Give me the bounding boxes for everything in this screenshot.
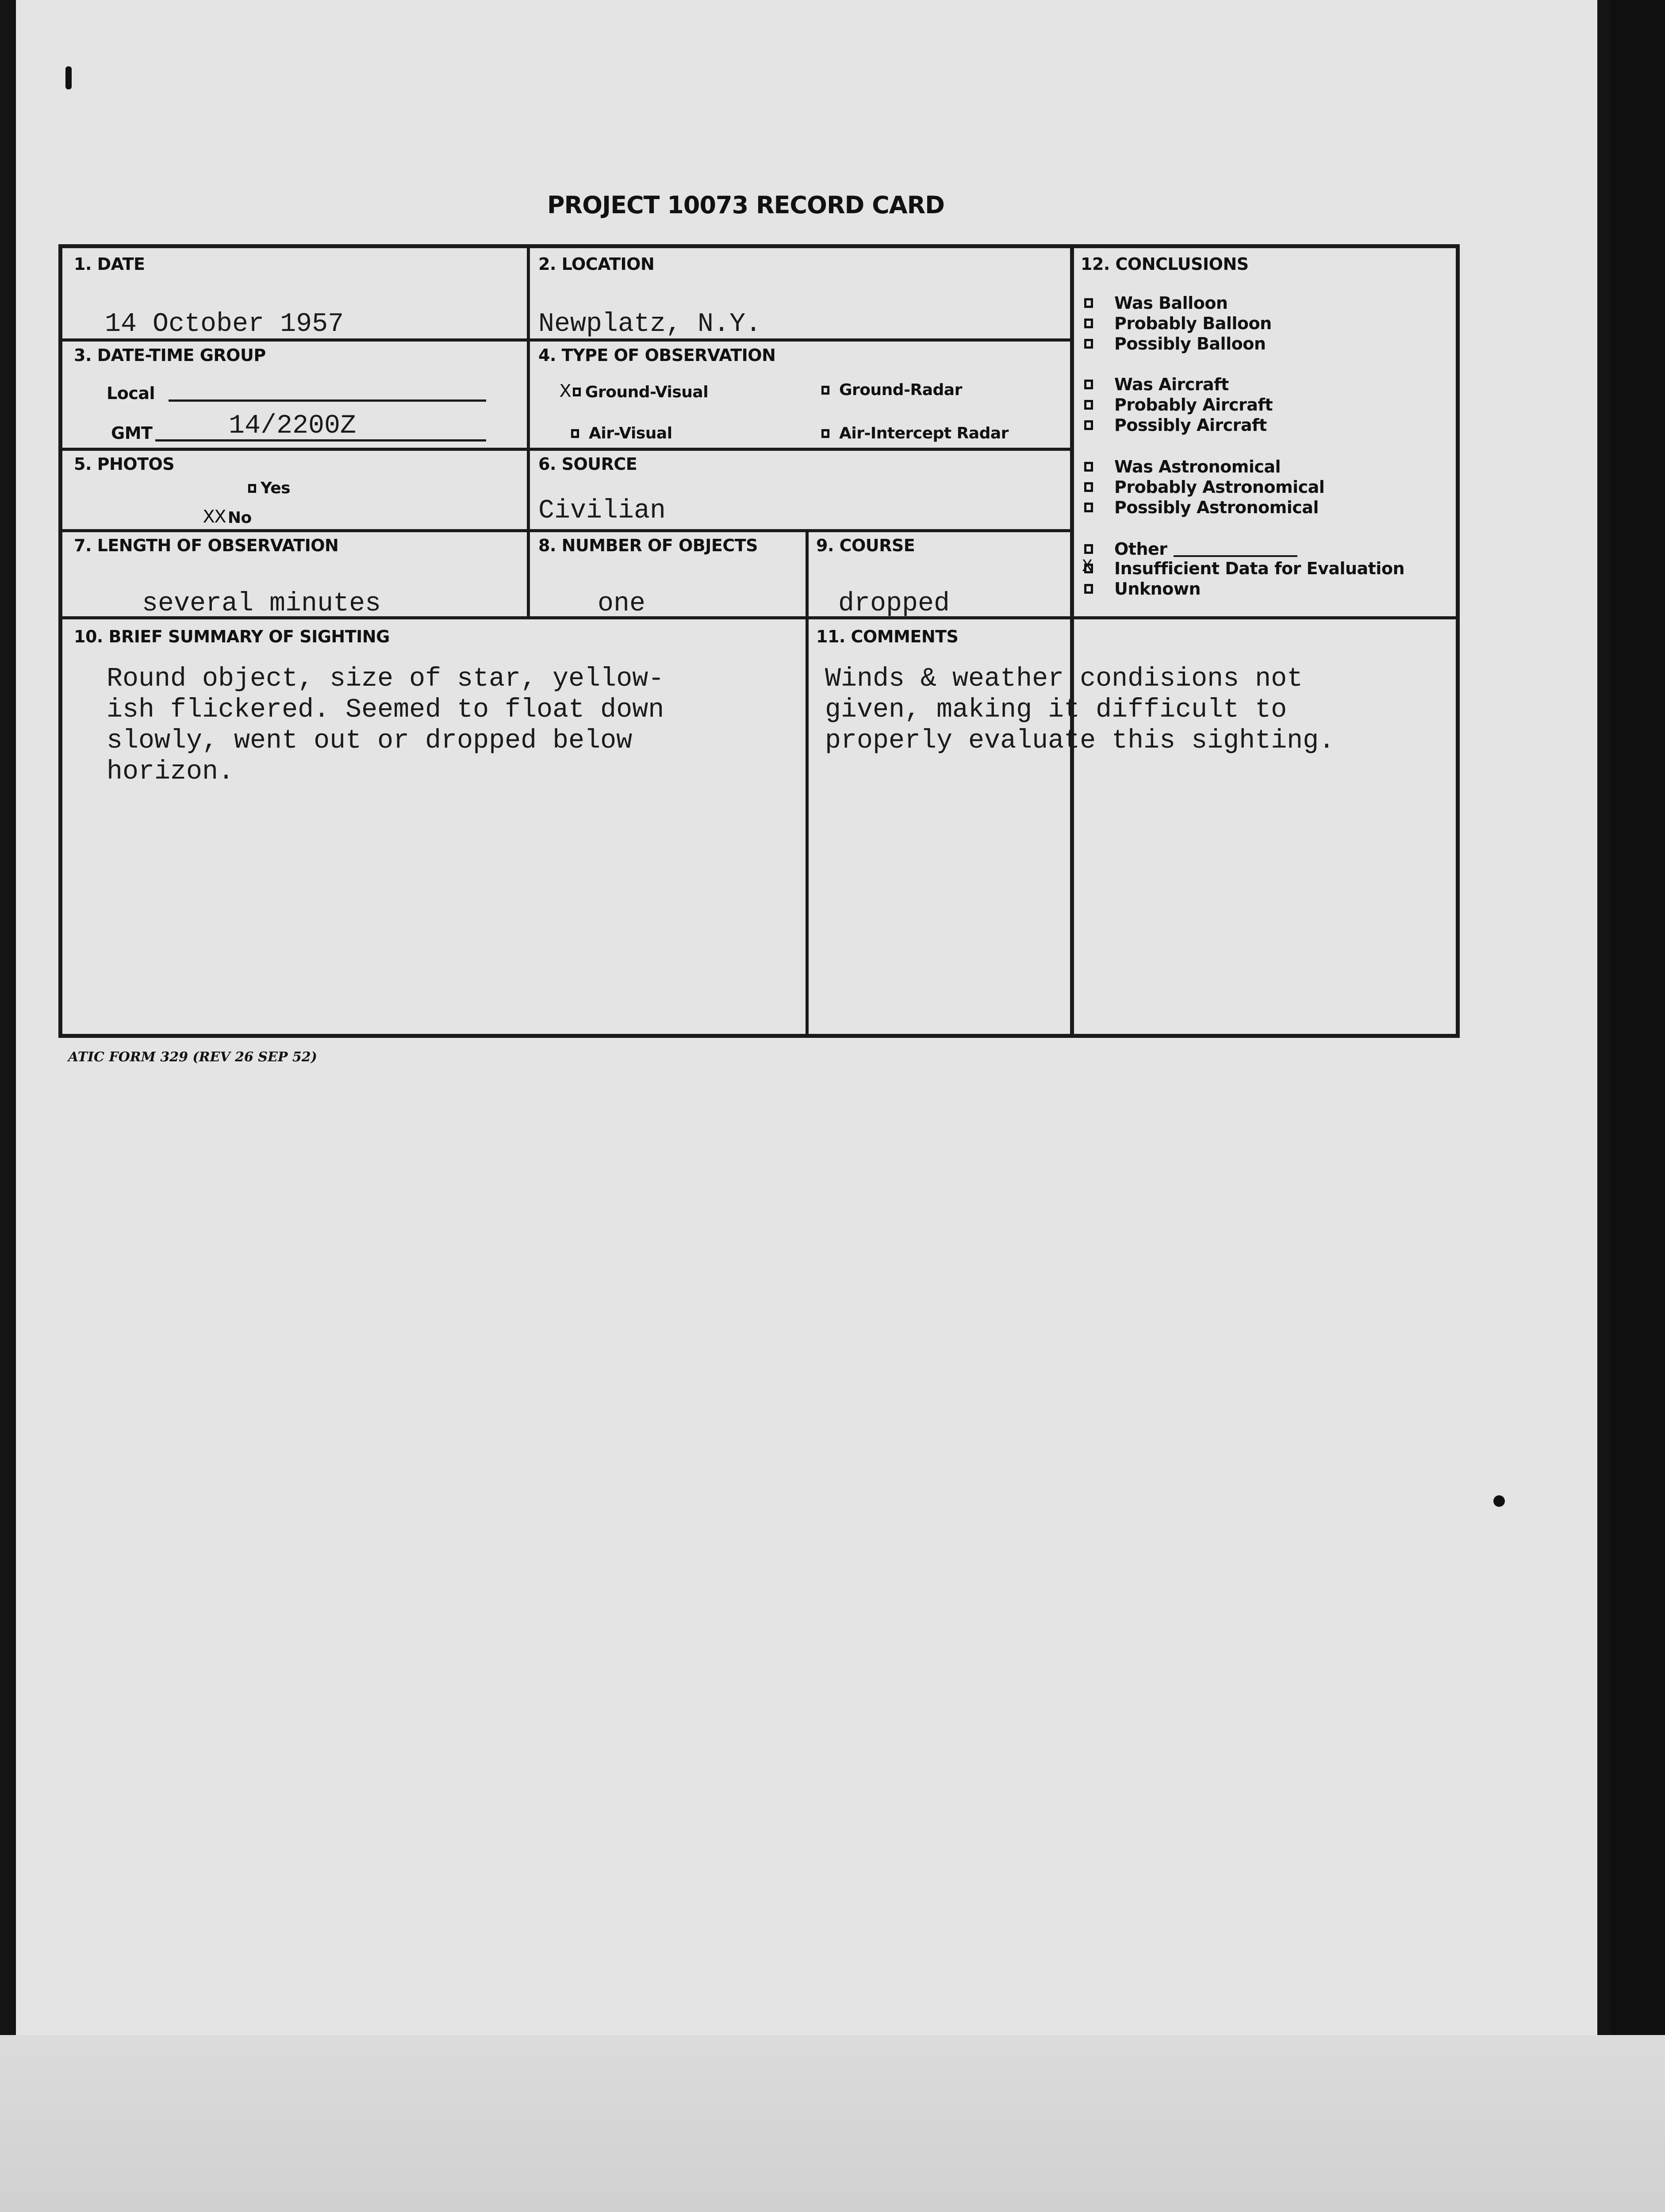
comments-line: given, making it difficult to (825, 695, 1287, 725)
source-label: 6. SOURCE (538, 454, 637, 474)
film-border (1610, 0, 1665, 2212)
summary-line: slowly, went out or dropped below (107, 726, 633, 756)
conclusion-possibly-balloon (1084, 334, 1266, 353)
observation-type-label: 4. TYPE OF OBSERVATION (538, 346, 776, 365)
scan-background (0, 2035, 1665, 2212)
option-label: Possibly Aircraft (1114, 415, 1267, 435)
other-line (1174, 555, 1297, 557)
conclusion-was-balloon (1084, 293, 1228, 313)
option-ground-visual (560, 381, 708, 403)
local-label: Local (107, 384, 155, 403)
option-label: Was Aircraft (1114, 375, 1229, 394)
conclusion-probably-balloon (1084, 314, 1272, 333)
summary-line: ish flickered. Seemed to float down (107, 695, 664, 725)
objects-label: 8. NUMBER OF OBJECTS (538, 536, 758, 555)
checkbox-icon (1084, 339, 1093, 349)
option-photos-no (203, 507, 252, 529)
option-label: Probably Balloon (1114, 314, 1272, 333)
option-label: No (227, 508, 252, 527)
photos-label: 5. PHOTOS (74, 454, 175, 474)
checkbox-icon (1084, 400, 1093, 410)
checkbox-icon (1084, 319, 1093, 328)
checkbox-icon (1084, 503, 1093, 512)
comments-label: 11. COMMENTS (816, 627, 959, 646)
option-label: Air-Intercept Radar (839, 424, 1009, 442)
check-mark: X (560, 381, 571, 403)
checkbox-icon (1084, 584, 1093, 594)
option-air-intercept-radar (821, 424, 1009, 442)
source-value: Civilian (538, 496, 666, 526)
option-ground-radar (821, 381, 962, 399)
option-label: Probably Astronomical (1114, 477, 1325, 497)
gmt-label: GMT (111, 423, 153, 443)
conclusion-unknown (1084, 579, 1201, 599)
conclusion-other (1084, 539, 1167, 559)
option-air-visual (571, 424, 672, 442)
record-card (58, 244, 1460, 1038)
grid-line (62, 448, 1070, 451)
conclusion-was-aircraft (1084, 375, 1229, 394)
option-label: Possibly Astronomical (1114, 498, 1319, 517)
checkbox-icon (248, 484, 256, 493)
conclusion-possibly-aircraft (1084, 415, 1267, 435)
date-value: 14 October 1957 (105, 309, 344, 339)
option-label: Possibly Balloon (1114, 334, 1266, 353)
comments-line: properly evaluate this sighting. (825, 726, 1335, 756)
checkbox-icon (1084, 298, 1093, 308)
scan-speck (1493, 1495, 1505, 1507)
option-label: Was Balloon (1114, 293, 1228, 313)
check-mark: XX (203, 507, 226, 529)
location-value: Newplatz, N.Y. (538, 309, 762, 339)
course-value: dropped (838, 589, 950, 619)
option-label: Ground-Radar (839, 381, 962, 399)
checkbox-icon (1084, 462, 1093, 472)
location-label: 2. LOCATION (538, 254, 655, 274)
option-label: Other (1114, 539, 1167, 559)
form-title: PROJECT 10073 RECORD CARD (547, 191, 944, 219)
option-label: Air-Visual (589, 424, 672, 442)
checkbox-icon (1084, 544, 1093, 554)
local-line (169, 399, 486, 402)
option-label: Insufficient Data for Evaluation (1114, 559, 1404, 578)
comments-line: Winds & weather condisions not (825, 664, 1303, 694)
conclusions-label: 12. CONCLUSIONS (1081, 254, 1249, 274)
course-label: 9. COURSE (816, 536, 915, 555)
checkbox-icon (821, 386, 829, 395)
checkbox-icon (1084, 380, 1093, 389)
length-value: several minutes (142, 589, 381, 619)
conclusion-possibly-astronomical (1084, 498, 1319, 517)
option-photos-yes (248, 479, 290, 497)
option-label: Probably Aircraft (1114, 395, 1273, 415)
conclusion-was-astronomical (1084, 457, 1281, 476)
date-time-group-label: 3. DATE-TIME GROUP (74, 346, 266, 365)
option-label: Yes (261, 479, 291, 497)
summary-label: 10. BRIEF SUMMARY OF SIGHTING (74, 627, 390, 646)
option-label: Unknown (1114, 579, 1201, 599)
checkbox-icon (1084, 482, 1093, 492)
summary-line: horizon. (107, 757, 234, 787)
objects-value: one (598, 589, 646, 619)
date-label: 1. DATE (74, 254, 145, 274)
grid-line (527, 248, 530, 616)
checkbox-icon (573, 388, 581, 396)
checkbox-icon (821, 429, 829, 438)
checkbox-icon (571, 429, 579, 438)
grid-line (62, 529, 1070, 532)
record-card-sheet (16, 0, 1597, 2035)
summary-line: Round object, size of star, yellow- (107, 664, 664, 694)
gmt-value: 14/2200Z (229, 411, 357, 441)
checkbox-icon (1082, 557, 1093, 577)
grid-line (806, 529, 809, 1034)
check-mark: X (1082, 557, 1093, 577)
conclusion-probably-aircraft (1084, 395, 1273, 415)
grid-line (1070, 248, 1074, 1034)
option-label: Ground-Visual (585, 383, 709, 401)
option-label: Was Astronomical (1114, 457, 1281, 476)
form-number: ATIC FORM 329 (REV 26 SEP 52) (68, 1049, 317, 1065)
length-label: 7. LENGTH OF OBSERVATION (74, 536, 339, 555)
scan-speck (65, 66, 72, 89)
checkbox-icon (1084, 420, 1093, 430)
conclusion-probably-astronomical (1084, 477, 1324, 497)
conclusion-insufficient-data (1084, 559, 1404, 578)
